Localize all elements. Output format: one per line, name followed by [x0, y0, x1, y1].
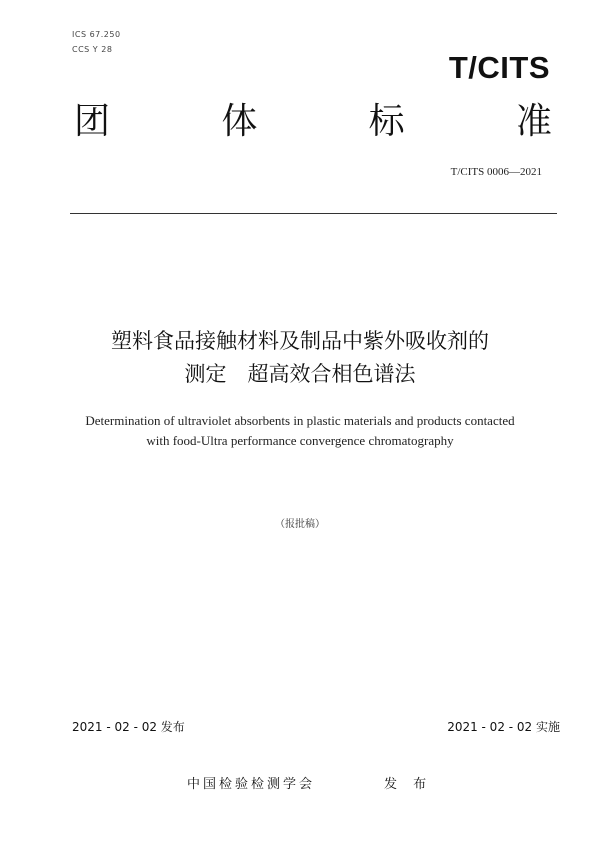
english-title-line: Determination of ultraviolet absorbents in plastic materials and products contacted — [85, 413, 515, 428]
implementation-date: 2021 - 02 - 02 实施 — [447, 720, 560, 734]
ics-code: ICS 67.250 — [72, 30, 121, 39]
standard-type-heading — [74, 97, 552, 147]
issuing-organization: 中国检验检测学会 — [187, 777, 316, 792]
ccs-code: CCS Y 28 — [72, 45, 113, 54]
draft-status-label: （报批稿） — [275, 519, 325, 530]
chinese-title — [0, 325, 600, 391]
chinese-title-line: 测定 超高效合相色谱法 — [184, 362, 416, 386]
standard-type-char: 标 — [368, 101, 405, 142]
standard-number: T/CITS 0006—2021 — [450, 166, 542, 178]
english-title — [0, 411, 600, 451]
standard-type-char: 体 — [221, 101, 258, 142]
issue-label: 发 布 — [384, 777, 433, 792]
organization-code: T/CITS — [448, 50, 550, 85]
chinese-title-line: 塑料食品接触材料及制品中紫外吸收剂的 — [111, 329, 489, 353]
standard-type-char: 准 — [515, 101, 552, 142]
header-divider — [70, 213, 557, 214]
english-title-line: with food-Ultra performance convergence chromatography — [146, 433, 454, 448]
issue-date: 2021 - 02 - 02 发布 — [72, 720, 185, 734]
standard-type-char: 团 — [74, 101, 111, 142]
